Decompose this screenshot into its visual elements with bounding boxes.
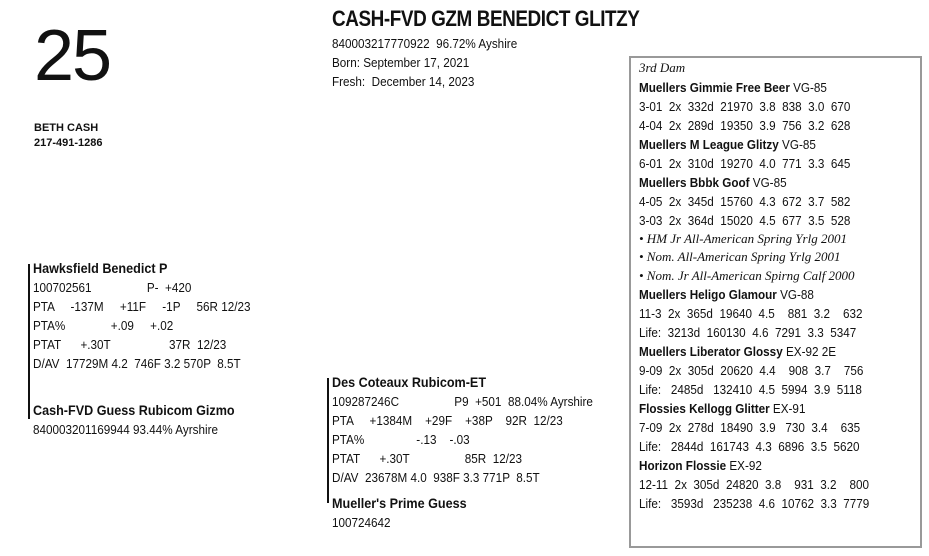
dam-entry-classification: VG-88 [776, 287, 814, 302]
dam-entry-title: Muellers Bbbk Goof [639, 174, 750, 190]
dam-entry-record: 4-05 2x 345d 15760 4.3 672 3.7 582 [639, 193, 851, 209]
dam-entry-record: Life: 3593d 235238 4.6 10762 3.3 7779 [639, 496, 870, 511]
dam-entry-note: • Nom. Jr All-American Spirng Calf 2000 [639, 267, 855, 283]
sire-of-dam-line4: PTAT +.30T 37R 12/23 [33, 337, 227, 352]
pedigree-bracket-dam [28, 264, 30, 419]
dam-entry-record: Life: 3213d 160130 4.6 7291 3.3 5347 [639, 325, 857, 340]
owner-name: BETH CASH [34, 122, 99, 134]
sire-line5: D/AV 23678M 4.0 938F 3.3 771P 8.5T [332, 470, 540, 485]
dam-line1: 840003201169944 93.44% Ayrshire [33, 422, 218, 437]
dam-entry-title: Muellers Liberator Glossy [639, 344, 783, 359]
sire-line2: PTA +1384M +29F +38P 92R 12/23 [332, 413, 563, 428]
sire-of-dam-line5: D/AV 17729M 4.2 746F 3.2 570P 8.5T [33, 356, 241, 371]
lot-number: 25 [34, 16, 111, 96]
dam-entry-title: Muellers M League Glitzy [639, 136, 779, 152]
dam-entry-title: Flossies Kellogg Glitter [639, 401, 770, 416]
dam-entry-record: 3-01 2x 332d 21970 3.8 838 3.0 670 [639, 98, 851, 114]
dam-entry-record: 6-01 2x 310d 19270 4.0 771 3.3 645 [639, 155, 851, 171]
dam-name: Cash-FVD Guess Rubicom Gizmo [33, 402, 235, 418]
sire-line3: PTA% -.13 -.03 [332, 432, 470, 447]
third-dam-heading: 3rd Dam [639, 60, 686, 75]
sire-of-dam-name: Hawksfield Benedict P [33, 260, 168, 276]
dam-entry-title: Horizon Flossie [639, 458, 727, 473]
dam-entry-name [639, 285, 892, 304]
sire-of-dam-line2: PTA -137M +11F -1P 56R 12/23 [33, 299, 251, 314]
sire-dam-line1: 100724642 [332, 515, 391, 530]
pedigree-bracket-sire [327, 378, 329, 503]
dam-entry-classification: EX-91 [769, 401, 806, 416]
third-dam-entries [639, 78, 920, 514]
dam-entry-classification: EX-92 2E [782, 344, 837, 359]
animal-fresh: Fresh: December 14, 2023 [332, 74, 475, 89]
sire-block [332, 373, 622, 487]
sire-of-dam-line3: PTA% +.09 +.02 [33, 318, 174, 333]
dam-entry-name [639, 399, 892, 418]
dam-entry-record: 12-11 2x 305d 24820 3.8 931 3.2 800 [639, 477, 870, 492]
sire-line1: 109287246C P9 +501 88.04% Ayrshire [332, 394, 593, 409]
dam-entry-record: 9-09 2x 305d 20620 4.4 908 3.7 756 [639, 363, 864, 378]
sire-of-dam-block [33, 259, 275, 373]
dam-entry-name [639, 456, 892, 475]
sire-name: Des Coteaux Rubicom-ET [332, 374, 487, 390]
dam-entry-record: 3-03 2x 364d 15020 4.5 677 3.5 528 [639, 212, 851, 228]
dam-entry-name [639, 78, 892, 97]
dam-entry-classification: VG-85 [749, 174, 787, 190]
dam-block [33, 401, 257, 439]
animal-name: CASH-FVD GZM BENEDICT GLITZY [332, 6, 640, 31]
dam-entry-classification: VG-85 [789, 79, 827, 95]
dam-entry-note: • HM Jr All-American Spring Yrlg 2001 [639, 230, 847, 246]
animal-born: Born: September 17, 2021 [332, 55, 470, 70]
dam-entry-title: Muellers Heligo Glamour [639, 287, 777, 302]
dam-entry-name [639, 342, 892, 361]
dam-entry-record: Life: 2485d 132410 4.5 5994 3.9 5118 [639, 382, 862, 397]
owner-block [34, 121, 103, 151]
dam-entry-name [639, 173, 892, 192]
sire-dam-name: Mueller's Prime Guess [332, 495, 467, 511]
owner-phone: 217-491-1286 [34, 137, 103, 149]
sire-dam-block [332, 494, 482, 532]
dam-entry-record: 11-3 2x 365d 19640 4.5 881 3.2 632 [639, 306, 863, 321]
animal-id: 840003217770922 96.72% Ayshire [332, 36, 518, 51]
third-dam-box [629, 56, 922, 548]
dam-entry-classification: VG-85 [778, 136, 816, 152]
dam-entry-record: 7-09 2x 278d 18490 3.9 730 3.4 635 [639, 420, 861, 435]
dam-entry-note: • Nom. All-American Spring Yrlg 2001 [639, 249, 841, 264]
dam-entry-record: Life: 2844d 161743 4.3 6896 3.5 5620 [639, 439, 860, 454]
sire-of-dam-line1: 100702561 P- +420 [33, 280, 192, 295]
dam-entry-classification: EX-92 [726, 458, 762, 473]
dam-entry-title: Muellers Gimmie Free Beer [639, 79, 790, 95]
dam-entry-name [639, 135, 892, 154]
dam-entry-record: 4-04 2x 289d 19350 3.9 756 3.2 628 [639, 117, 851, 133]
sire-line4: PTAT +.30T 85R 12/23 [332, 451, 522, 466]
